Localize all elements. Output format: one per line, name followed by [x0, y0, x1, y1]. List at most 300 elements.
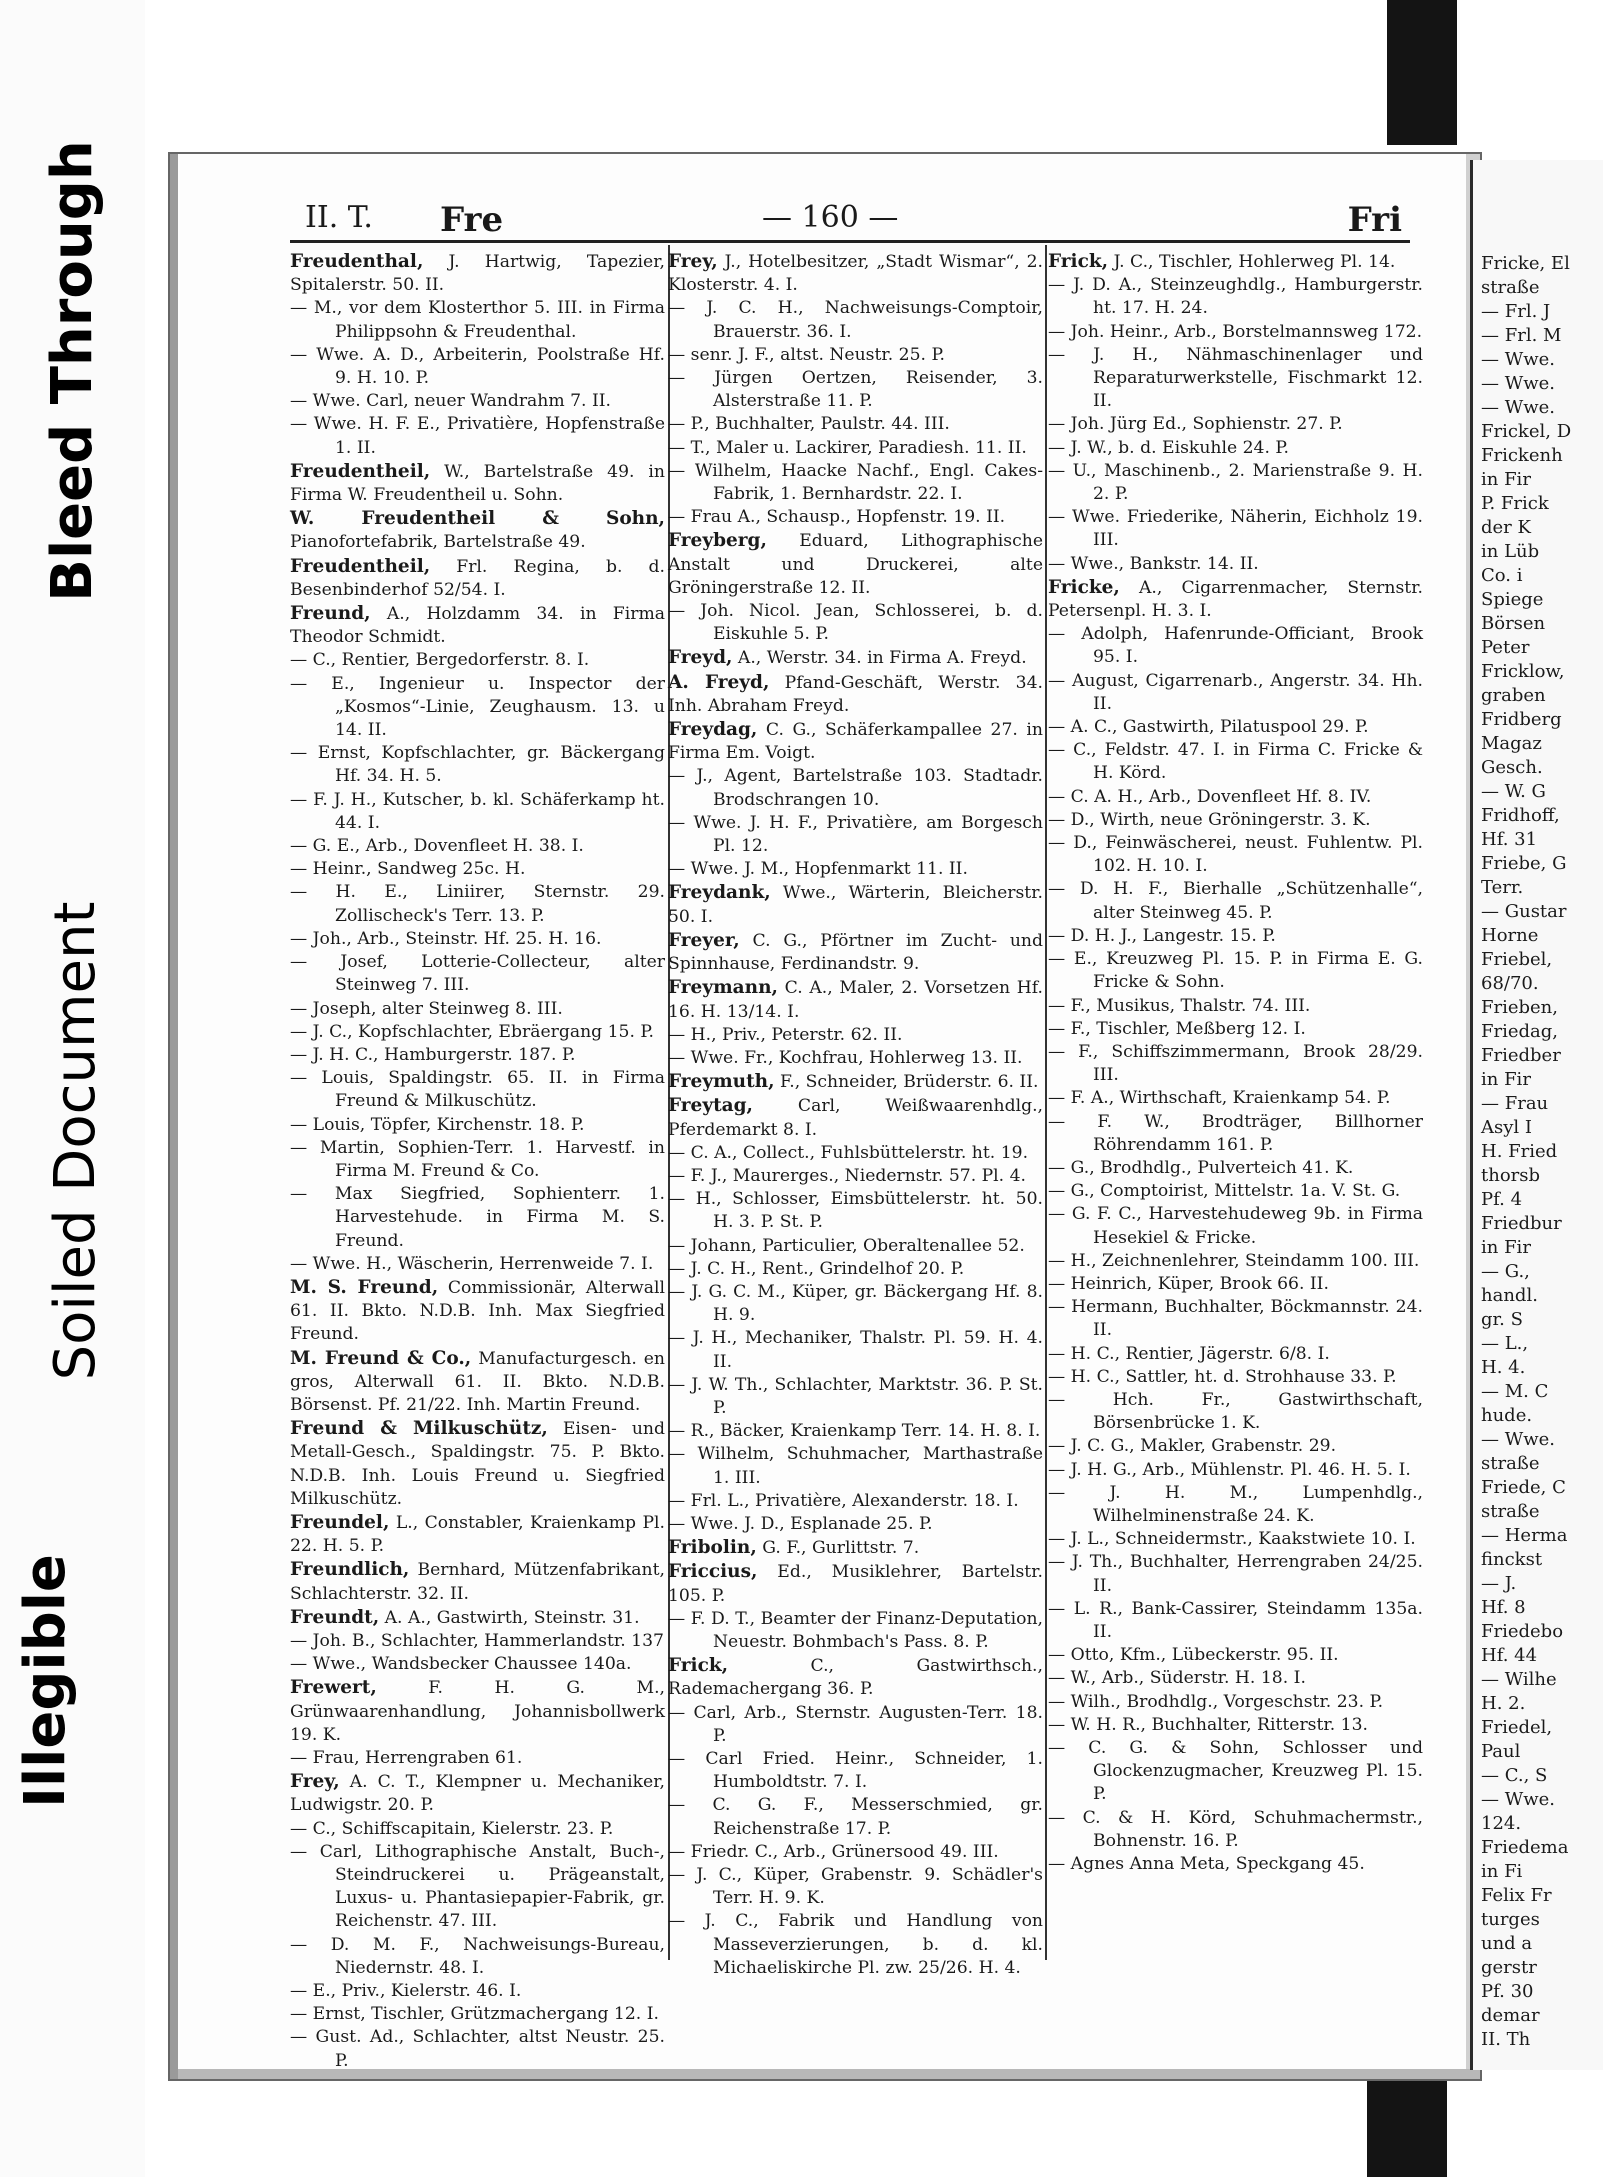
entry-surname: Frey,	[290, 1771, 340, 1793]
next-page-fragment: und a	[1481, 1933, 1533, 1954]
next-page-fragment: Friedbur	[1481, 1213, 1562, 1234]
directory-entry	[668, 506, 1043, 529]
entry-details: — D. M. F., Nachweisungs-Bureau, Niedernstr. 48. I.	[290, 1934, 665, 1978]
directory-entry	[290, 742, 665, 788]
entry-details: — F., Schiffszimmermann, Brook 28/29. III.	[1048, 1041, 1423, 1086]
next-page-fragment: straße	[1481, 1501, 1540, 1522]
entry-details: — C. & H. Körd, Schuhmachermstr., Bohnenstr. 16. P.	[1048, 1807, 1423, 1851]
next-page-fragment: Fridberg	[1481, 709, 1562, 730]
directory-entry	[668, 1094, 1043, 1141]
entry-details: — Carl, Lithographische Anstalt, Buch-, Steindruckerei u. Prägeanstalt, Luxus- u. Phantasiepapier-Fabrik, gr. Reichenstr. 47. III.	[290, 1841, 665, 1932]
directory-entry	[290, 344, 665, 390]
directory-entry	[290, 250, 665, 297]
entry-details: — Wwe. Carl, neuer Wandrahm 7. II.	[290, 391, 612, 412]
directory-entry	[1048, 1691, 1423, 1714]
column-separator	[1045, 245, 1047, 1960]
directory-entry	[668, 460, 1043, 506]
directory-entry	[668, 858, 1043, 881]
directory-entry	[1048, 1551, 1423, 1597]
directory-entry	[668, 1165, 1043, 1188]
next-page-fragment: Friebe, G	[1481, 853, 1567, 874]
directory-entry	[290, 2003, 665, 2026]
next-page-fragment: Hf. 8	[1481, 1597, 1526, 1618]
entry-details: — W. H. R., Buchhalter, Ritterstr. 13.	[1048, 1714, 1368, 1735]
entry-surname: Freundt,	[290, 1606, 380, 1628]
next-page-fragment: Magaz	[1481, 733, 1542, 754]
next-page-fragment: Hf. 44	[1481, 1645, 1538, 1666]
directory-entry	[1048, 1343, 1423, 1366]
directory-entry	[290, 649, 665, 672]
directory-column-2	[668, 250, 1044, 1978]
entry-details: — J. C., Küper, Grabenstr. 9. Schädler's Terr. H. 9. K.	[668, 1865, 1043, 1909]
directory-entry	[290, 1021, 665, 1044]
entry-details: — Jürgen Oertzen, Reisender, 3. Alsterstraße 11. P.	[668, 368, 1043, 412]
entry-details: — Joh. Heinr., Arb., Borstelmannsweg 172.	[1048, 321, 1423, 342]
entry-details: — Wwe. J. D., Esplanade 25. P.	[668, 1513, 933, 1534]
entry-details: — C. A. H., Arb., Dovenfleet Hf. 8. IV.	[1048, 786, 1372, 807]
directory-entry	[290, 1934, 665, 1980]
directory-entry	[668, 344, 1043, 367]
directory-entry	[290, 602, 665, 649]
directory-entry	[668, 1864, 1043, 1910]
next-page-fragment: gr. S	[1481, 1309, 1523, 1330]
entry-details: — Friedr. C., Arb., Grünersood 49. III.	[668, 1841, 999, 1862]
directory-entry	[1048, 716, 1423, 739]
entry-surname: Freyberg,	[668, 530, 767, 552]
entry-surname: Freundel,	[290, 1511, 390, 1533]
directory-entry	[1048, 576, 1423, 623]
directory-entry	[668, 1513, 1043, 1536]
entry-details: — Frl. L., Privatière, Alexanderstr. 18. I.	[668, 1490, 1019, 1511]
directory-entry	[1048, 1853, 1423, 1876]
directory-entry	[1048, 809, 1423, 832]
entry-details: — H. E., Liniirer, Sternstr. 29. Zollischeck's Terr. 13. P.	[290, 882, 665, 926]
directory-entry	[290, 998, 665, 1021]
entry-details: — G., Comptoirist, Mittelstr. 1a. V. St. G.	[1048, 1181, 1401, 1202]
directory-entry	[1048, 274, 1423, 320]
entry-details: — R., Bäcker, Kraienkamp Terr. 14. H. 8. I.	[668, 1421, 1041, 1442]
entry-details: — D., Wirth, neue Gröningerstr. 3. K.	[1048, 809, 1371, 830]
entry-details: — Ernst, Kopfschlachter, gr. Bäckergang Hf. 34. H. 5.	[290, 743, 665, 787]
directory-entry	[1048, 832, 1423, 878]
next-page-fragment: Friedema	[1481, 1837, 1569, 1858]
directory-entry	[290, 1417, 665, 1511]
entry-details: — J. H., Nähmaschinenlager und Reparaturwerkstelle, Fischmarkt 12. II.	[1048, 344, 1423, 412]
next-page-fragment: 68/70.	[1481, 973, 1539, 994]
bleed-through-label: Bleed Through	[39, 140, 105, 602]
entry-details: — Carl, Arb., Sternstr. Augusten-Terr. 18. P.	[668, 1702, 1043, 1746]
entry-details: — F., Musikus, Thalstr. 74. III.	[1048, 995, 1311, 1016]
entry-details: — Carl Fried. Heinr., Schneider, 1. Humboldtstr. 7. I.	[668, 1749, 1043, 1793]
next-page-fragment: in Fir	[1481, 1237, 1531, 1258]
directory-entry	[668, 1188, 1043, 1234]
directory-entry	[290, 673, 665, 743]
entry-details: — Martin, Sophien-Terr. 1. Harvestf. in Firma M. Freund & Co.	[290, 1137, 665, 1181]
directory-entry	[290, 1347, 665, 1418]
entry-details: — F. J. H., Kutscher, b. kl. Schäferkamp ht. 44. I.	[290, 789, 665, 833]
directory-entry	[668, 250, 1043, 297]
entry-details: C. A., Maler, 2. Vorsetzen Hf. 16. H. 13/14. I.	[668, 978, 1043, 1022]
next-page-fragment: handl.	[1481, 1285, 1538, 1306]
entry-details: F. H. G. M., Grünwaarenhandlung, Johannisbollwerk 19. K.	[290, 1678, 665, 1745]
directory-column-3	[1048, 250, 1423, 1960]
entry-details: — F. W., Brodträger, Billhorner Röhrendamm 161. P.	[1048, 1111, 1423, 1155]
directory-entry	[668, 881, 1043, 928]
side-label-strip	[0, 0, 145, 2177]
next-page-fragment: straße	[1481, 1453, 1540, 1474]
entry-surname: Freund & Milkuschütz,	[290, 1418, 548, 1440]
directory-entry	[668, 1748, 1043, 1794]
entry-details: — C., Rentier, Bergedorferstr. 8. I.	[290, 650, 590, 671]
directory-entry	[668, 765, 1043, 811]
next-page-fragment: in Fir	[1481, 469, 1531, 490]
next-page-fragment: — Wwe.	[1481, 349, 1556, 370]
next-page-fragment: Asyl I	[1481, 1117, 1532, 1138]
entry-details: — F., Tischler, Meßberg 12. I.	[1048, 1018, 1306, 1039]
directory-entry	[1048, 878, 1423, 924]
entry-details: — C. A., Collect., Fuhlsbüttelerstr. ht. 19.	[668, 1142, 1029, 1163]
directory-entry	[668, 367, 1043, 413]
directory-entry	[1048, 413, 1423, 436]
entry-surname: Fricke,	[1048, 576, 1120, 598]
directory-entry	[1048, 1807, 1423, 1853]
directory-entry	[668, 1420, 1043, 1443]
entry-details: — Wilh., Brodhdlg., Vorgeschstr. 23. P.	[1048, 1691, 1384, 1712]
entry-details: — Louis, Töpfer, Kirchenstr. 18. P.	[290, 1114, 585, 1135]
entry-surname: Freyd,	[668, 647, 733, 669]
directory-entry	[668, 1327, 1043, 1373]
directory-entry	[290, 1770, 665, 1817]
entry-details: — Frau, Herrengraben 61.	[290, 1748, 523, 1768]
next-page-fragment: — Gustar	[1481, 901, 1567, 922]
next-page-fragment: Frieben,	[1481, 997, 1558, 1018]
next-page-fragment: Fricke, El	[1481, 253, 1570, 274]
directory-column-1	[290, 250, 666, 2071]
directory-entry	[668, 1654, 1043, 1701]
directory-entry	[1048, 1111, 1423, 1157]
left-catchword: Fre	[440, 200, 504, 240]
entry-details: Carl, Weißwaarenhdlg., Pferdemarkt 8. I.	[668, 1096, 1043, 1140]
entry-details: C. G., Schäferkampallee 27. in Firma Em. Voigt.	[668, 720, 1043, 764]
next-page-fragment: — M. C	[1481, 1381, 1549, 1402]
directory-entry	[668, 1560, 1043, 1607]
entry-details: — J. W., b. d. Eiskuhle 24. P.	[1048, 437, 1289, 458]
entry-details: Bernhard, Mützenfabrikant, Schlachterstr. 32. II.	[290, 1560, 665, 1604]
entry-details: — C., Feldstr. 47. I. in Firma C. Fricke & H. Körd.	[1048, 740, 1423, 784]
next-page-fragment: H. 4.	[1481, 1357, 1526, 1378]
directory-entry	[1048, 670, 1423, 716]
entry-surname: Freudentheil,	[290, 555, 431, 577]
entry-details: — J. L., Schneidermstr., Kaakstwiete 10. I.	[1048, 1529, 1416, 1550]
directory-entry	[668, 1024, 1043, 1047]
next-page-fragment: Spiege	[1481, 589, 1544, 610]
directory-entry	[290, 1276, 665, 1347]
directory-entry	[1048, 1157, 1423, 1180]
entry-details: — G. E., Arb., Dovenfleet H. 38. I.	[290, 836, 584, 857]
entry-details: — D. H. J., Langestr. 15. P.	[1048, 925, 1276, 946]
directory-entry	[290, 1183, 665, 1253]
next-page-fragment: der K	[1481, 517, 1531, 538]
directory-entry	[290, 1653, 665, 1676]
directory-entry	[290, 1114, 665, 1137]
next-page-fragment: thorsb	[1481, 1165, 1541, 1186]
next-page-fragment: Co. i	[1481, 565, 1523, 586]
entry-details: — E., Priv., Kielerstr. 46. I.	[290, 1981, 522, 2002]
entry-details: — G. F. C., Harvestehudeweg 9b. in Firma Hesekiel & Fricke.	[1048, 1204, 1423, 1248]
entry-surname: Frey,	[668, 251, 718, 272]
entry-details: C., Gastwirthsch., Rademachergang 36. P.	[668, 1656, 1043, 1700]
entry-details: — Wwe., Bankstr. 14. II.	[1048, 553, 1259, 574]
directory-entry	[668, 976, 1043, 1023]
directory-entry	[1048, 925, 1423, 948]
entry-surname: Frick,	[668, 1655, 729, 1677]
next-page-fragment: Gesch.	[1481, 757, 1543, 778]
entry-details: — F. J., Maurerges., Niedernstr. 57. Pl. 4.	[668, 1165, 1027, 1186]
next-page-fragment: in Fir	[1481, 1069, 1531, 1090]
next-page-fragment: P. Frick	[1481, 493, 1549, 514]
header-rule	[290, 240, 1410, 243]
directory-entry	[1048, 506, 1423, 552]
directory-entry	[290, 1137, 665, 1183]
directory-entry	[668, 1443, 1043, 1489]
entry-surname: Freudentheil,	[290, 460, 431, 482]
entry-surname: Fribolin,	[668, 1537, 757, 1559]
directory-entry	[668, 437, 1043, 460]
directory-entry	[1048, 1366, 1423, 1389]
entry-details: A., Holzdamm 34. in Firma Theodor Schmidt.	[290, 604, 665, 648]
entry-details: — Heinrich, Küper, Brook 66. II.	[1048, 1273, 1329, 1294]
directory-entry	[668, 1608, 1043, 1654]
entry-details: — D., Feinwäscherei, neust. Fuhlentw. Pl. 102. H. 10. I.	[1048, 833, 1423, 877]
entry-details: — August, Cigarrenarb., Angerstr. 34. Hh. II.	[1048, 670, 1423, 714]
directory-entry	[668, 1374, 1043, 1420]
directory-entry	[290, 507, 665, 554]
next-page-fragment: — Wilhe	[1481, 1669, 1557, 1690]
entry-details: — Wwe., Wandsbecker Chaussee 140a.	[290, 1654, 632, 1675]
entry-details: — L. R., Bank-Cassirer, Steindamm 135a. II.	[1048, 1598, 1423, 1642]
entry-details: J. C., Tischler, Hohlerweg Pl. 14.	[1108, 252, 1396, 272]
directory-entry	[668, 718, 1043, 765]
entry-details: — J. D. A., Steinzeughdlg., Hamburgerstr. ht. 17. H. 24.	[1048, 275, 1423, 319]
entry-details: — J. C. H., Nachweisungs-Comptoir, Brauerstr. 36. I.	[668, 298, 1043, 342]
entry-details: — A. C., Gastwirth, Pilatuspool 29. P.	[1048, 717, 1369, 738]
entry-surname: A. Freyd,	[668, 671, 770, 693]
next-page-fragment: demar	[1481, 2005, 1540, 2026]
next-page-fragment: gerstr	[1481, 1957, 1537, 1978]
entry-details: — H., Schlosser, Eimsbüttelerstr. ht. 50. H. 3. P. St. P.	[668, 1189, 1043, 1233]
next-page-fragment: Friedber	[1481, 1045, 1561, 1066]
entry-details: — C., Schiffscapitain, Kielerstr. 23. P.	[290, 1818, 614, 1839]
page-number: — 160 —	[762, 200, 899, 235]
directory-entry	[290, 1511, 665, 1558]
directory-entry	[668, 1490, 1043, 1513]
entry-surname: Freydank,	[668, 882, 771, 904]
entry-surname: Freundlich,	[290, 1559, 410, 1581]
next-page-fragment: — Frl. M	[1481, 325, 1562, 346]
entry-details: — Wwe. Friederike, Näherin, Eichholz 19. III.	[1048, 507, 1423, 551]
next-page-fragment: — C., S	[1481, 1765, 1548, 1786]
entry-details: — C. G. F., Messerschmied, gr. Reichenstraße 17. P.	[668, 1795, 1043, 1839]
next-page-fragment: in Lüb	[1481, 541, 1540, 562]
directory-entry	[668, 1235, 1043, 1258]
directory-entry	[668, 1536, 1043, 1560]
entry-details: — J. C. G., Makler, Grabenstr. 29.	[1048, 1436, 1337, 1457]
directory-entry	[668, 1281, 1043, 1327]
entry-details: Wwe., Wärterin, Bleicherstr. 50. I.	[668, 883, 1043, 927]
next-page-fragment: Frickenh	[1481, 445, 1563, 466]
directory-entry	[668, 297, 1043, 343]
entry-details: Manufacturgesch. en gros, Alterwall 61. II. Bkto. N.D.B. Börsenst. Pf. 21/22. Inh. Martin Freund.	[290, 1348, 665, 1415]
entry-details: — Gust. Ad., Schlachter, altst Neustr. 25. P.	[290, 2027, 665, 2071]
entry-details: — Otto, Kfm., Lübeckerstr. 95. II.	[1048, 1645, 1339, 1666]
entry-details: C. G., Pförtner im Zucht- und Spinnhause, Ferdinandstr. 9.	[668, 930, 1043, 975]
directory-entry	[1048, 1482, 1423, 1528]
entry-details: G. F., Gurlittstr. 7.	[756, 1538, 920, 1559]
directory-entry	[290, 1558, 665, 1605]
directory-entry	[1048, 1041, 1423, 1087]
entry-details: — Max Siegfried, Sophienterr. 1. Harvestehude. in Firma M. S. Freund.	[290, 1184, 665, 1251]
entry-details: — D. H. F., Bierhalle „Schützenhalle“, alter Steinweg 45. P.	[1048, 879, 1423, 923]
entry-details: — Agnes Anna Meta, Speckgang 45.	[1048, 1854, 1365, 1875]
entry-details: — Wilhelm, Haacke Nachf., Engl. Cakes-Fabrik, 1. Bernhardstr. 22. I.	[668, 460, 1043, 505]
directory-entry	[1048, 1737, 1423, 1807]
directory-entry	[668, 1841, 1043, 1864]
next-page-fragment: 124.	[1481, 1813, 1522, 1834]
next-page-fragment: Pf. 4	[1481, 1189, 1523, 1210]
directory-entry	[668, 1047, 1043, 1070]
directory-entry	[1048, 623, 1423, 669]
directory-entry	[290, 835, 665, 858]
entry-details: — C. G. & Sohn, Schlosser und Glockenzugmacher, Kreuzweg Pl. 15. P.	[1048, 1738, 1423, 1805]
entry-details: — Wwe. J. M., Hopfenmarkt 11. II.	[668, 859, 968, 880]
entry-details: — F. A., Wirthschaft, Kraienkamp 54. P.	[1048, 1088, 1391, 1109]
next-page-fragment: straße	[1481, 277, 1540, 298]
entry-details: — J. C. H., Rent., Grindelhof 20. P.	[668, 1258, 965, 1279]
directory-entry	[1048, 1018, 1423, 1041]
directory-entry	[290, 1067, 665, 1113]
directory-entry	[290, 881, 665, 927]
next-page-fragment: Paul	[1481, 1741, 1521, 1762]
directory-entry	[1048, 1528, 1423, 1551]
next-page-fragment: Friedebo	[1481, 1621, 1564, 1642]
entry-surname: Frewert,	[290, 1677, 377, 1699]
directory-entry	[1048, 1180, 1423, 1203]
next-page-fragment: — Frl. J	[1481, 301, 1551, 322]
directory-entry	[668, 929, 1043, 976]
entry-details: — J. H. M., Lumpenhdlg., Wilhelminenstraße 24. K.	[1048, 1482, 1423, 1526]
entry-details: — Joseph, alter Steinweg 8. III.	[290, 998, 563, 1019]
next-page-fragment: — Wwe.	[1481, 1429, 1556, 1450]
entry-details: — P., Buchhalter, Paulstr. 44. III.	[668, 414, 950, 435]
directory-entry	[290, 1747, 665, 1770]
entry-details: — Wwe. A. D., Arbeiterin, Poolstraße Hf. 9. H. 10. P.	[290, 344, 665, 389]
directory-entry	[1048, 250, 1423, 274]
entry-details: — J. W. Th., Schlachter, Marktstr. 36. P. St. P.	[668, 1374, 1043, 1418]
entry-details: F., Schneider, Brüderstr. 6. II.	[774, 1072, 1039, 1093]
entry-surname: Freymann,	[668, 977, 778, 999]
next-page-fragment: Friebel,	[1481, 949, 1553, 970]
entry-details: — Heinr., Sandweg 25c. H.	[290, 859, 526, 880]
entry-details: — Wwe. Fr., Kochfrau, Hohlerweg 13. II.	[668, 1047, 1023, 1068]
directory-entry	[290, 555, 665, 602]
directory-entry	[1048, 1435, 1423, 1458]
entry-details: Pianofortefabrik, Bartelstraße 49.	[290, 532, 586, 553]
next-page-fragment: Fridhoff,	[1481, 805, 1560, 826]
directory-entry	[1048, 1296, 1423, 1342]
entry-surname: Friccius,	[668, 1561, 758, 1583]
next-page-fragment: Hf. 31	[1481, 829, 1538, 850]
directory-entry	[1048, 321, 1423, 344]
soiled-document-label: Soiled Document	[42, 901, 108, 1381]
directory-entry	[290, 951, 665, 997]
directory-entry	[1048, 1667, 1423, 1690]
entry-details: — Hch. Fr., Gastwirthschaft, Börsenbrücke 1. K.	[1048, 1389, 1423, 1434]
directory-entry	[290, 413, 665, 459]
directory-entry	[668, 1794, 1043, 1840]
entry-surname: Freyer,	[668, 929, 740, 951]
entry-details: — G., Brodhdlg., Pulverteich 41. K.	[1048, 1157, 1354, 1178]
next-page-fragment: H. Fried	[1481, 1141, 1558, 1162]
entry-details: — J. H. G., Arb., Mühlenstr. Pl. 46. H. 5. I.	[1048, 1459, 1411, 1480]
next-page-fragment: — J.	[1481, 1573, 1517, 1594]
next-page-edge	[1470, 160, 1603, 2070]
entry-surname: W. Freudentheil & Sohn,	[290, 508, 665, 530]
entry-details: A., Cigarrenmacher, Sternstr. Petersenpl. H. 3. I.	[1048, 577, 1423, 622]
next-page-fragment: Friedel,	[1481, 1717, 1553, 1738]
directory-entry	[1048, 739, 1423, 785]
directory-entry	[290, 1630, 665, 1653]
directory-entry	[290, 1980, 665, 2003]
directory-entry	[290, 928, 665, 951]
entry-details: — H., Zeichnenlehrer, Steindamm 100. III.	[1048, 1250, 1420, 1271]
entry-details: — Wwe. J. H. F., Privatière, am Borgesch Pl. 12.	[668, 812, 1043, 857]
entry-details: W., Bartelstraße 49. in Firma W. Freudentheil u. Sohn.	[290, 461, 665, 506]
next-page-fragment: turges	[1481, 1909, 1540, 1930]
entry-details: Ed., Musiklehrer, Bartelstr. 105. P.	[668, 1562, 1043, 1606]
part-label: II. T.	[305, 200, 373, 235]
page-header	[300, 200, 1410, 240]
next-page-fragment: — G.,	[1481, 1261, 1530, 1282]
entry-surname: Frick,	[1048, 251, 1109, 272]
entry-details: — E., Ingenieur u. Inspector der „Kosmos“-Linie, Zeughausm. 13. u 14. II.	[290, 673, 665, 741]
entry-details: — senr. J. F., altst. Neustr. 25. P.	[668, 344, 945, 365]
entry-details: — J. H., Mechaniker, Thalstr. Pl. 59. H. 4. II.	[668, 1328, 1043, 1372]
entry-surname: Freymuth,	[668, 1071, 775, 1093]
entry-surname: Freydag,	[668, 719, 758, 741]
entry-details: A., Werstr. 34. in Firma A. Freyd.	[732, 648, 1027, 669]
entry-details: — Joh., Arb., Steinstr. Hf. 25. H. 16.	[290, 928, 602, 949]
next-page-fragment: II. Th	[1481, 2029, 1531, 2050]
next-page-fragment: — Wwe.	[1481, 397, 1556, 418]
directory-entry	[668, 600, 1043, 646]
next-page-fragment: in Fi	[1481, 1861, 1523, 1882]
entry-surname: Freudenthal,	[290, 251, 424, 272]
entry-surname: Freytag,	[668, 1095, 753, 1117]
directory-entry	[1048, 1598, 1423, 1644]
entry-details: — Wwe. H., Wäscherin, Herrenweide 7. I.	[290, 1253, 654, 1274]
directory-entry	[290, 1253, 665, 1276]
next-page-fragment: Friedag,	[1481, 1021, 1559, 1042]
entry-details: — F. D. T., Beamter der Finanz-Deputation, Neuestr. Bohmbach's Pass. 8. P.	[668, 1608, 1043, 1652]
entry-details: L., Constabler, Kraienkamp Pl. 22. H. 5. P.	[290, 1512, 665, 1557]
entry-details: — T., Maler u. Lackirer, Paradiesh. 11. II.	[668, 437, 1027, 458]
directory-entry	[668, 1258, 1043, 1281]
entry-details: Frl. Regina, b. d. Besenbinderhof 52/54. I.	[290, 556, 665, 600]
directory-entry	[1048, 1644, 1423, 1667]
entry-surname: Freund,	[290, 603, 371, 625]
next-page-fragment: Friede, C	[1481, 1477, 1566, 1498]
entry-details: — Louis, Spaldingstr. 65. II. in Firma Freund & Milkuschütz.	[290, 1068, 665, 1112]
